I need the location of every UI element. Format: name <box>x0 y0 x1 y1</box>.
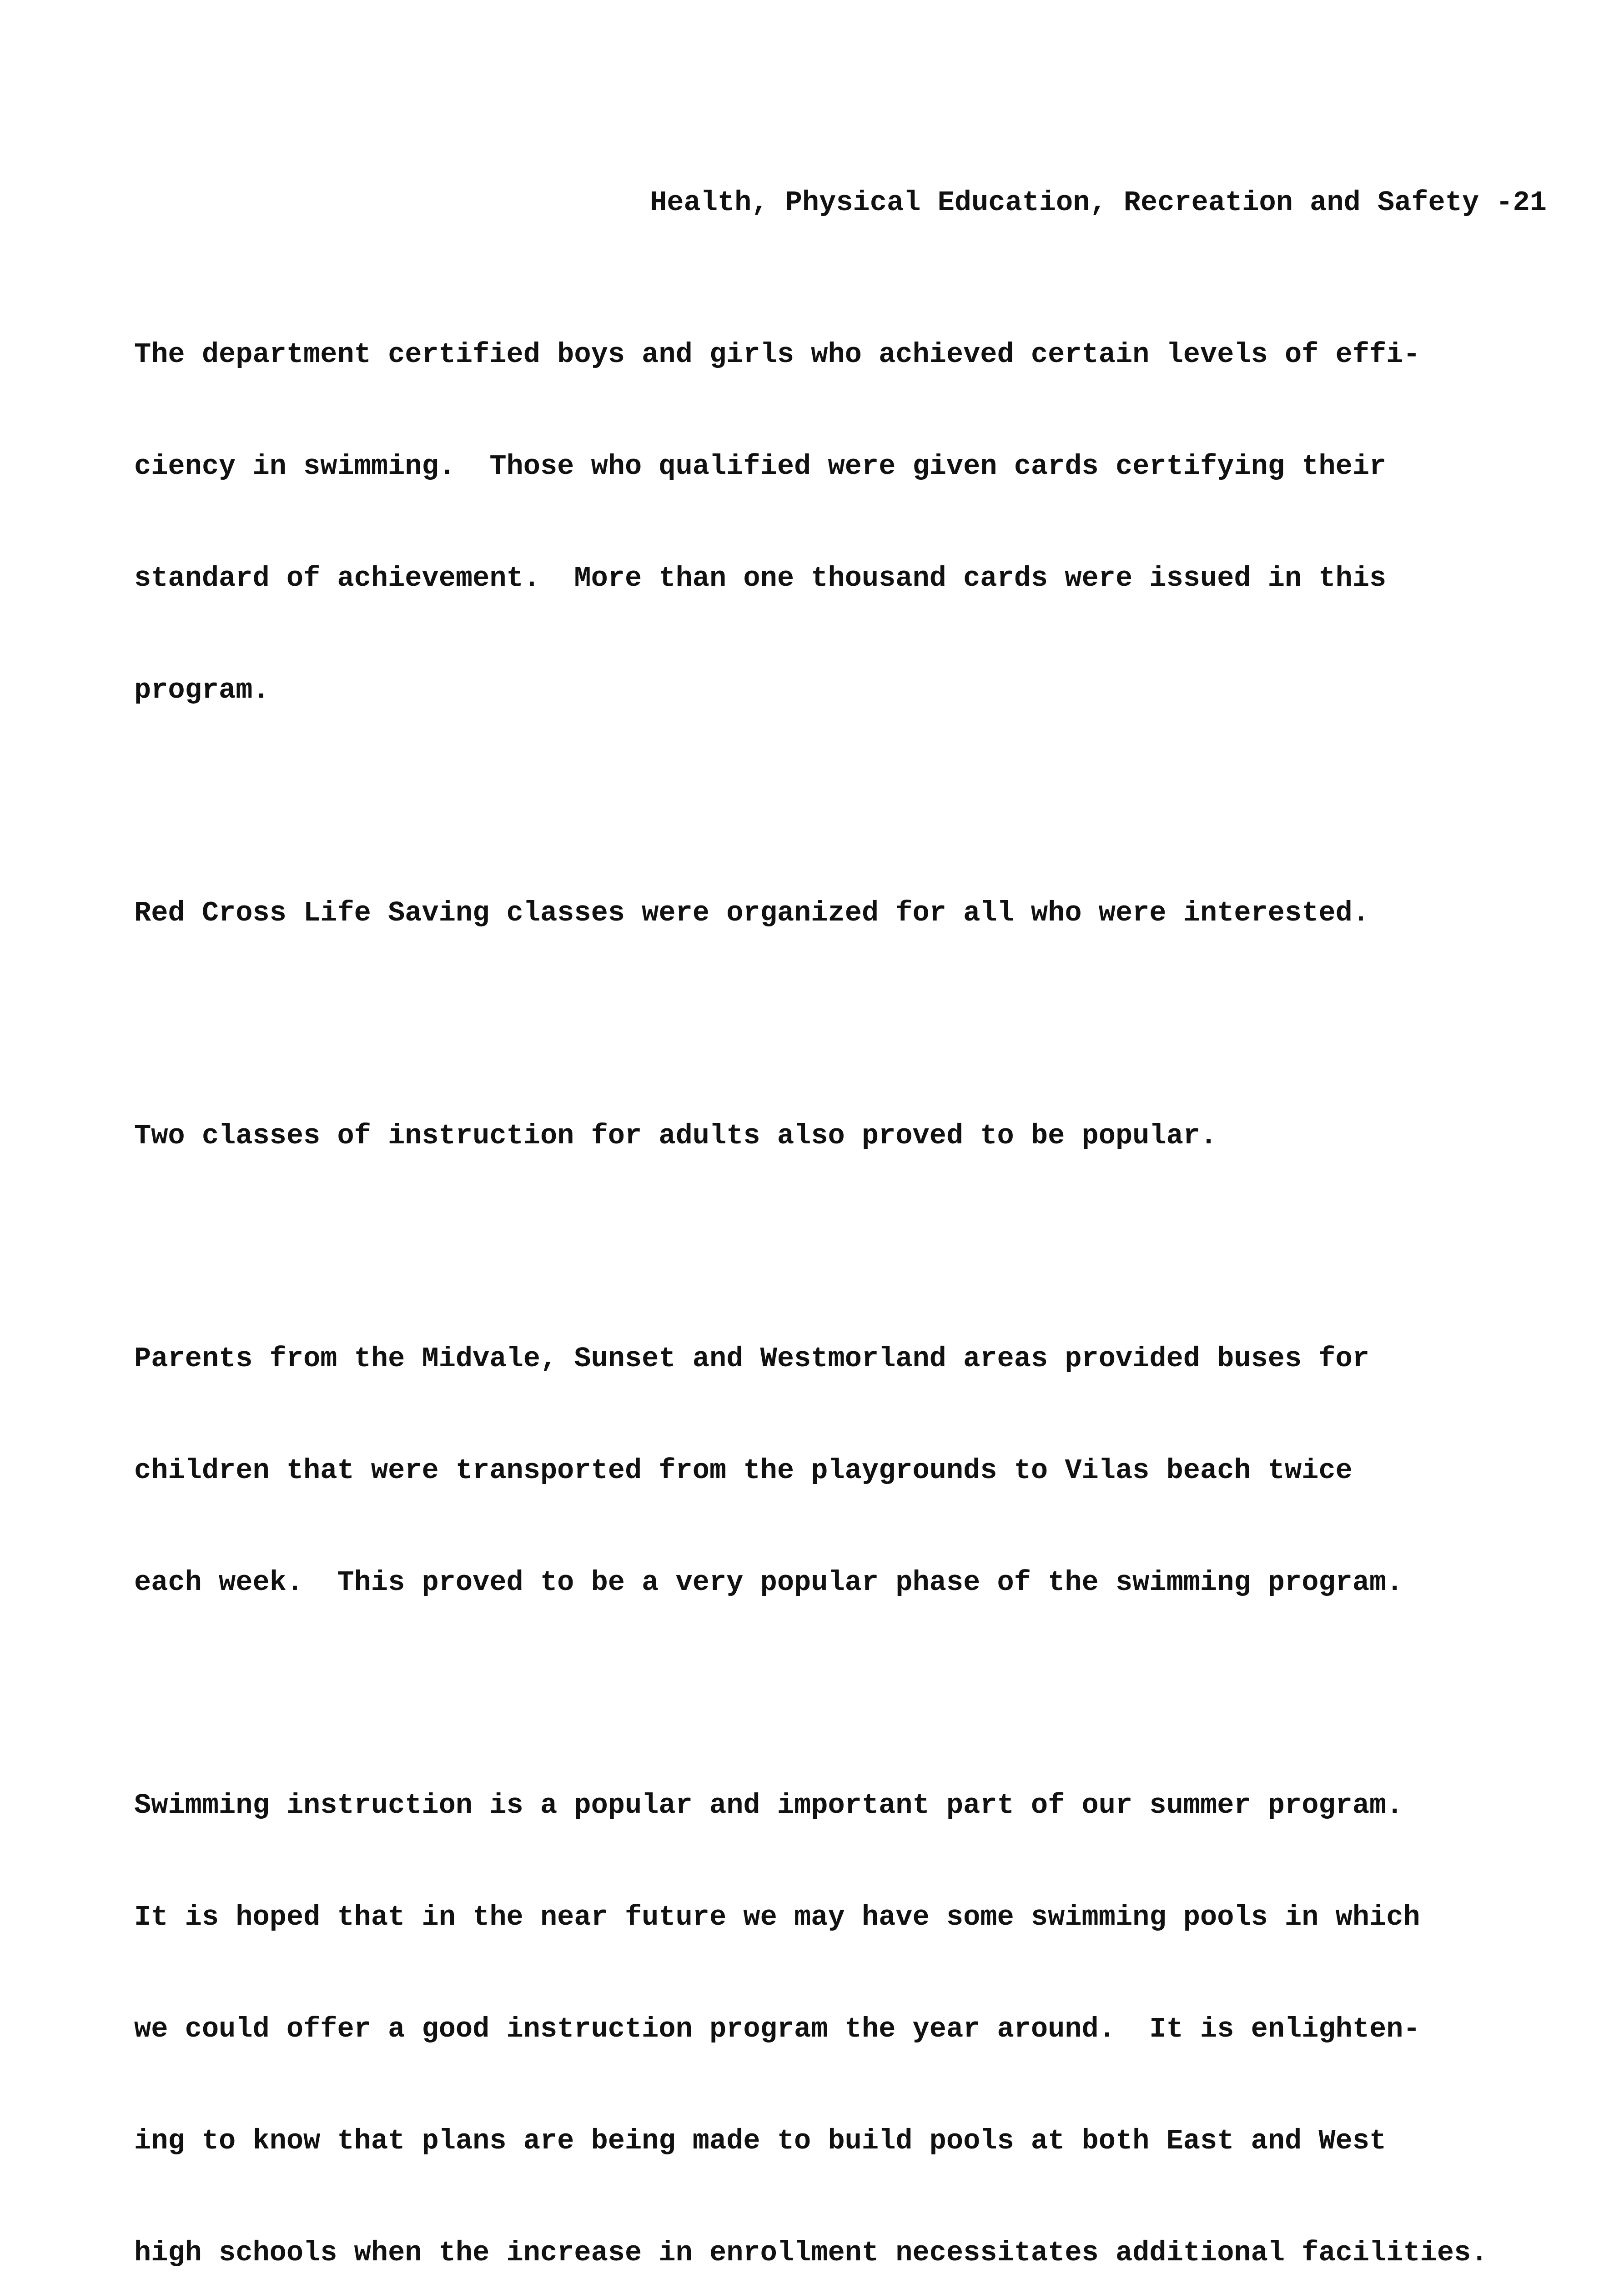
document-body <box>134 262 1553 2274</box>
text-line: ing to know that plans are being made to build pools at both East and West <box>134 2125 1387 2157</box>
paragraph-swimming-instruction <box>134 1712 1553 2274</box>
text-line: program. <box>134 674 270 706</box>
paragraph-red-cross <box>134 820 1553 1006</box>
text-line: standard of achievement. More than one thousand cards were issued in this <box>134 562 1387 594</box>
paragraph-buses <box>134 1266 1553 1676</box>
paragraph-adult-classes <box>134 1043 1553 1229</box>
text-line: Swimming instruction is a popular and important part of our summer program. <box>134 1789 1403 1821</box>
text-line: It is hoped that in the near future we may have some swimming pools in which <box>134 1901 1420 1933</box>
page-header: Health, Physical Education, Recreation and Safety -21 <box>650 186 1547 219</box>
text-line: The department certified boys and girls who achieved certain levels of effi- <box>134 338 1420 371</box>
text-line: high schools when the increase in enrollment necessitates additional facilities. <box>134 2237 1488 2269</box>
text-line: ciency in swimming. Those who qualified were given cards certifying their <box>134 450 1387 483</box>
text-line: we could offer a good instruction program the year around. It is enlighten- <box>134 2013 1420 2045</box>
paragraph-swimming-certification <box>134 262 1553 784</box>
text-line: Red Cross Life Saving classes were organized for all who were interested. <box>134 897 1370 929</box>
text-line: Parents from the Midvale, Sunset and Westmorland areas provided buses for <box>134 1343 1370 1375</box>
text-line: each week. This proved to be a very popular phase of the swimming program. <box>134 1566 1403 1599</box>
text-line: Two classes of instruction for adults also proved to be popular. <box>134 1120 1217 1152</box>
text-line: children that were transported from the playgrounds to Vilas beach twice <box>134 1454 1352 1487</box>
